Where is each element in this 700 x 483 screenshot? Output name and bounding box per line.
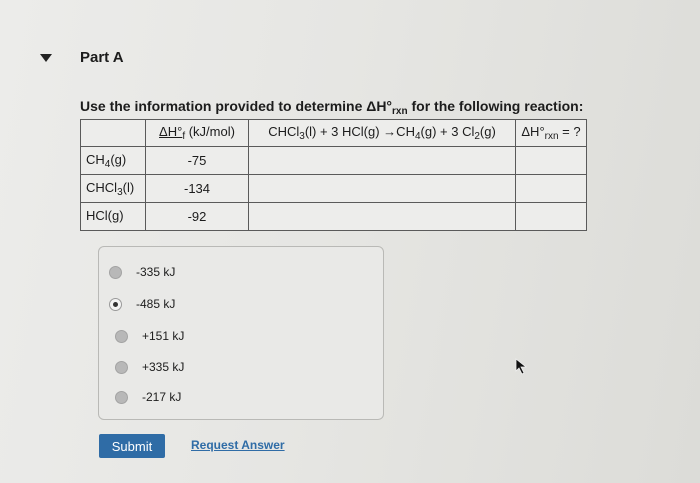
- radio-button[interactable]: [115, 361, 128, 374]
- compound-cell: CHCl$_3$(l): [81, 175, 146, 203]
- mouse-cursor-icon: [515, 358, 529, 376]
- radio-button-selected[interactable]: [109, 298, 122, 311]
- choice-option[interactable]: [115, 390, 181, 404]
- question-text: [80, 98, 583, 117]
- question-suffix: for the following reaction:: [407, 98, 584, 114]
- choice-label: -217 kJ: [142, 390, 182, 404]
- compound-cell: $CH_4(g)$: [81, 147, 146, 175]
- choice-option[interactable]: [115, 360, 184, 374]
- header-delta-hf: $\Delta H^\circ_f$ (kJ/mol): [146, 120, 249, 147]
- question-prefix: Use the information provided to determine ΔH°: [80, 98, 393, 114]
- empty-cell: [249, 203, 516, 231]
- radio-button[interactable]: [115, 330, 128, 343]
- table-row: [81, 203, 587, 231]
- answer-choices: [98, 246, 384, 420]
- header-delta-hrxn: $\Delta H^\circ_{rxn}$ = ?: [516, 120, 587, 147]
- empty-cell: [516, 147, 587, 175]
- choice-option[interactable]: [115, 329, 184, 343]
- compound-cell: HCl(g): [81, 203, 146, 231]
- choice-label: -335 kJ: [136, 265, 176, 279]
- question-sub: rxn: [392, 106, 408, 117]
- enthalpy-value: -75: [146, 147, 249, 175]
- table-row: [81, 175, 587, 203]
- table-header-row: [81, 120, 587, 147]
- empty-cell: [516, 175, 587, 203]
- header-reaction: CHCl$_3$(l) + 3 $HCl(g) \to CH_4(g) + 3$ $Cl_2(g)$: [249, 120, 516, 147]
- enthalpy-value: -134: [146, 175, 249, 203]
- table-row: [81, 147, 587, 175]
- choice-label: +335 kJ: [142, 360, 185, 374]
- empty-cell: [516, 203, 587, 231]
- part-title: Part A: [80, 49, 124, 66]
- choice-option[interactable]: [109, 265, 175, 279]
- choice-option[interactable]: [109, 297, 175, 311]
- radio-button[interactable]: [109, 266, 122, 279]
- empty-cell: [249, 147, 516, 175]
- radio-button[interactable]: [115, 391, 128, 404]
- empty-cell: [249, 175, 516, 203]
- header-empty-cell: [81, 120, 146, 147]
- choice-label: +151 kJ: [142, 329, 185, 343]
- data-table: [80, 119, 587, 231]
- collapse-toggle-icon[interactable]: [40, 54, 52, 62]
- request-answer-link[interactable]: Request Answer: [191, 438, 285, 452]
- choice-label: -485 kJ: [136, 297, 176, 311]
- enthalpy-value: -92: [146, 203, 249, 231]
- submit-button[interactable]: Submit: [99, 434, 165, 458]
